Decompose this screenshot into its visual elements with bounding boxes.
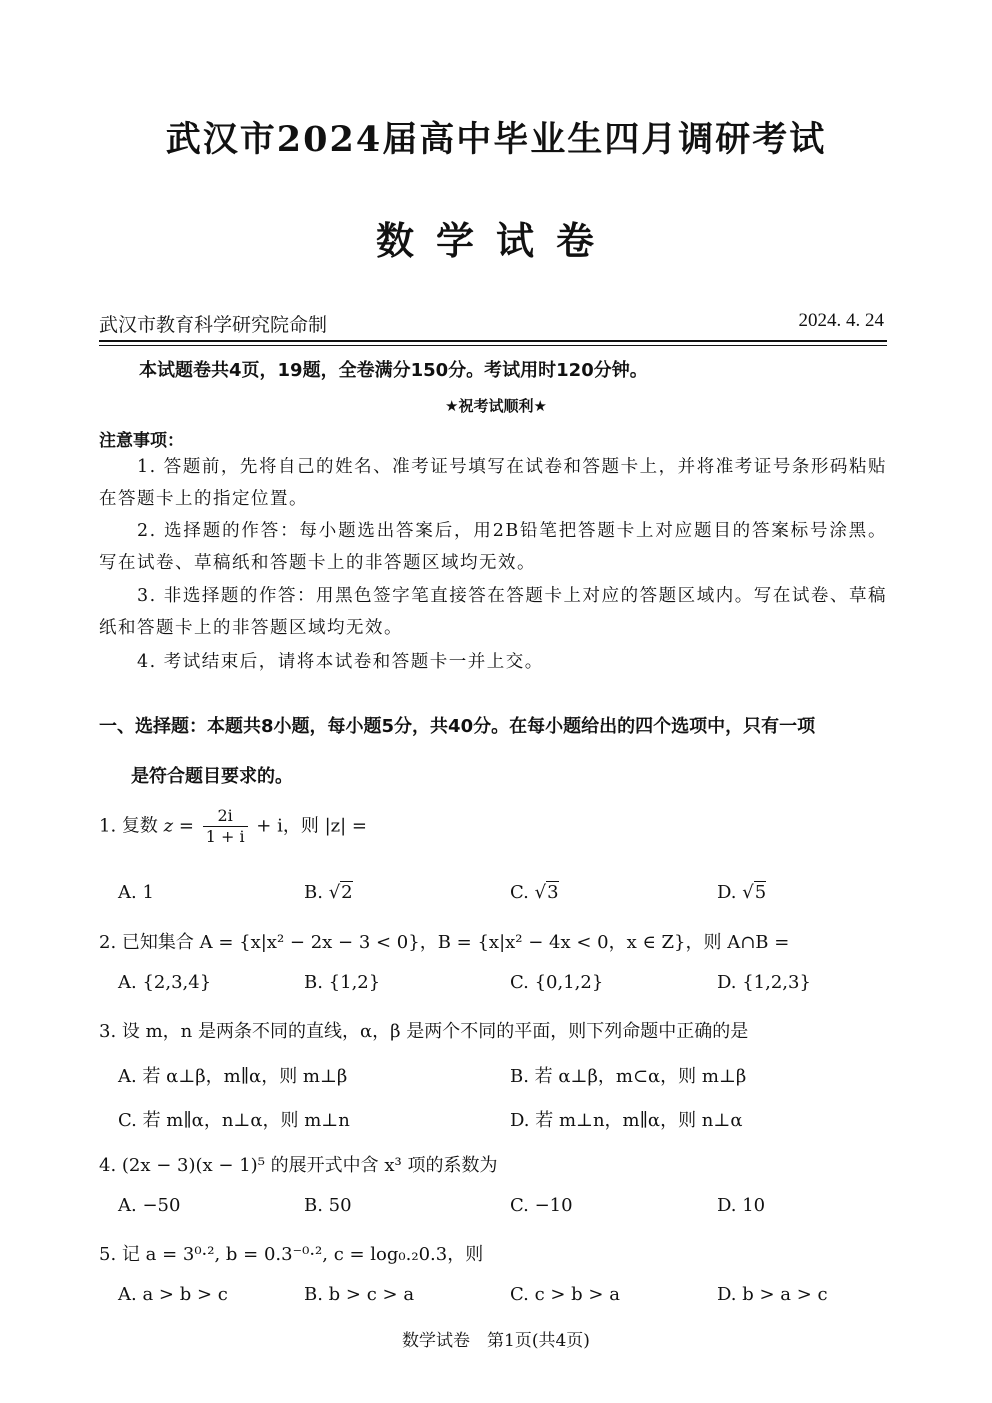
q1-prefix: 复数 (121, 815, 158, 837)
q1-option-d (717, 882, 766, 903)
section-heading-line2: 是符合题目要求的。 (131, 766, 293, 787)
q2-option-c: C. {0,1,2} (510, 972, 604, 993)
exam-subtitle: 数学试卷 (375, 218, 616, 263)
question-5: 5. 记 a = 3⁰·², b = 0.3⁻⁰·², c = log₀.₂0.3，则 (99, 1244, 484, 1265)
q1-option-a-value: 1 (142, 882, 154, 903)
q1-option-c (510, 882, 559, 903)
question-2: 2. 已知集合 A = {x|x² − 2x − 3 < 0}，B = {x|x² − 4x < 0，x ∈ Z}，则 A∩B = (99, 932, 790, 953)
note-item: 4. 考试结束后，请将本试卷和答题卡一并上交。 (137, 652, 544, 672)
q1-suffix: + i，则 |z| = (256, 815, 367, 837)
q5-option-d: D. b > a > c (717, 1284, 828, 1305)
publisher: 武汉市教育科学研究院命制 (99, 314, 328, 336)
q1-option-c-label: C. (510, 882, 529, 903)
q1-option-b-value: 2 (341, 882, 353, 903)
sqrt-icon: √ (742, 882, 754, 903)
page-footer: 数学试卷 第1页(共4页) (402, 1331, 590, 1351)
question-1 (99, 806, 367, 847)
q1-var: z = (163, 815, 194, 837)
exam-intro: 本试题卷共4页，19题，全卷满分150分。考试用时120分钟。 (139, 360, 648, 381)
q4-option-a: A. −50 (118, 1195, 181, 1216)
sqrt-icon: √ (534, 882, 547, 903)
q1-number: 1. (99, 815, 117, 837)
q2-option-d: D. {1,2,3} (717, 972, 811, 993)
q3-option-b: B. 若 α⊥β，m⊂α，则 m⊥β (510, 1066, 747, 1087)
sqrt-icon: √ (328, 882, 341, 903)
q3-option-c: C. 若 m∥α，n⊥α，则 m⊥n (118, 1110, 350, 1131)
q1-option-b-label: B. (304, 882, 323, 903)
q4-option-d: D. 10 (717, 1195, 766, 1216)
note-item: 2. 选择题的作答：每小题选出答案后，用2B铅笔把答题卡上对应题目的答案标号涂黑。写在试卷、草稿纸和答题卡上的非答题区域均无效。 (99, 521, 887, 573)
good-luck-banner: ★祝考试顺利★ (445, 397, 547, 415)
note-item: 1. 答题前，先将自己的姓名、准考证号填写在试卷和答题卡上，并将准考证号条形码粘贴在答题卡上的指定位置。 (99, 457, 887, 509)
q1-frac-numerator: 2i (203, 806, 248, 827)
q5-option-b: B. b > c > a (304, 1284, 415, 1305)
q5-option-c: C. c > b > a (510, 1284, 620, 1305)
exam-date: 2024. 4. 24 (798, 310, 884, 331)
q4-option-b: B. 50 (304, 1195, 352, 1216)
note-item: 3. 非选择题的作答：用黑色签字笔直接答在答题卡上对应的答题区域内。写在试卷、草稿纸和答题卡上的非答题区域均无效。 (99, 586, 887, 638)
q2-option-a: A. {2,3,4} (118, 972, 212, 993)
q1-option-c-value: 3 (547, 882, 559, 903)
q3-option-a: A. 若 α⊥β，m∥α，则 m⊥β (118, 1066, 348, 1087)
q1-fraction (203, 806, 248, 847)
q1-option-a-label: A. (118, 882, 137, 903)
header-rule-thick (99, 340, 887, 342)
q5-option-a: A. a > b > c (118, 1284, 228, 1305)
section-heading-line1: 一、选择题：本题共8小题，每小题5分，共40分。在每小题给出的四个选项中，只有一项 (99, 716, 816, 737)
q1-option-d-label: D. (717, 882, 737, 903)
notes-heading: 注意事项： (99, 431, 184, 451)
q1-option-d-value: 5 (754, 882, 767, 903)
q1-option-a (118, 882, 154, 903)
q1-option-b (304, 882, 353, 903)
question-3: 3. 设 m，n 是两条不同的直线，α，β 是两个不同的平面，则下列命题中正确的是 (99, 1021, 749, 1042)
q3-option-d: D. 若 m⊥n，m∥α，则 n⊥α (510, 1110, 743, 1131)
exam-title: 武汉市2024届高中毕业生四月调研考试 (165, 119, 827, 160)
question-4: 4. (2x − 3)(x − 1)⁵ 的展开式中含 x³ 项的系数为 (99, 1155, 498, 1176)
q2-option-b: B. {1,2} (304, 972, 381, 993)
section-heading (99, 702, 899, 802)
q1-frac-denominator: 1 + i (205, 827, 245, 846)
q4-option-c: C. −10 (510, 1195, 573, 1216)
header-rule-thin (99, 345, 887, 346)
